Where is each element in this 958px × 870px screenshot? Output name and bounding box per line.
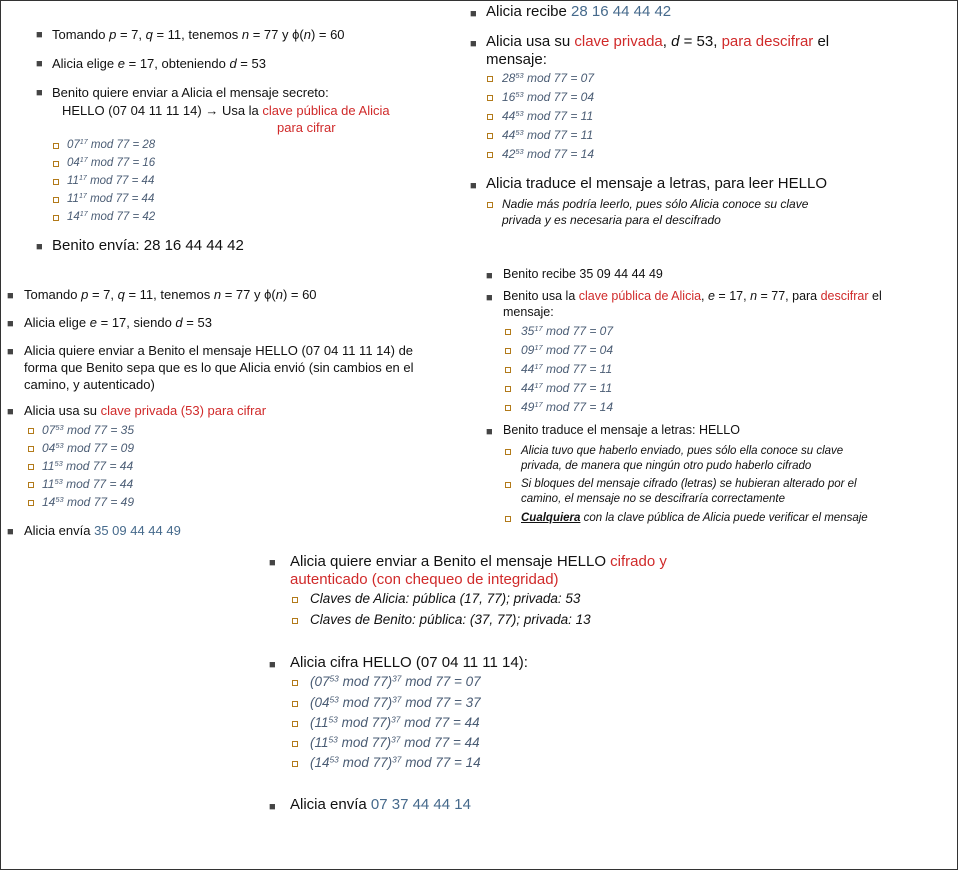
equation-row: $11^{17}$ mod 77 = 44	[67, 192, 155, 205]
square-bullet-icon	[53, 143, 59, 149]
bullet-icon: ■	[486, 270, 493, 282]
send-line: Alicia envía 07 37 44 44 14	[290, 796, 471, 813]
square-bullet-icon	[487, 114, 493, 120]
sign-line: Alicia usa su clave privada (53) para cifrar	[24, 403, 267, 418]
square-bullet-icon	[292, 701, 298, 707]
equation-row: $44^{53}$ mod 77 = 11	[502, 127, 594, 142]
panel-alicia-descifra	[470, 0, 958, 240]
equation-row: ($14^{53}$ mod 77)$^{37}$ mod 77 = 14	[310, 754, 481, 770]
intent-line: Alicia quiere enviar a Benito el mensaje HELLO cifrado y	[290, 553, 667, 570]
alicia-keys: Claves de Alicia: pública (17, 77); privada: 53	[310, 591, 581, 606]
translate-line: Alicia traduce el mensaje a letras, para leer HELLO	[486, 175, 828, 192]
panel-alicia-firma	[0, 280, 470, 545]
verify-note: Cualquiera con la clave pública de Alicia puede verificar el mensaje	[521, 512, 868, 524]
square-bullet-icon	[487, 95, 493, 101]
message-line: HELLO (07 04 11 11 14) → Usa la clave pública de Alicia	[62, 103, 390, 118]
equation-row: $11^{53}$ mod 77 = 44	[42, 458, 134, 473]
receive-line: Benito recibe 35 09 44 44 49	[503, 267, 663, 281]
bullet-icon: ■	[7, 346, 14, 358]
square-bullet-icon	[505, 348, 511, 354]
equation-row: $44^{17}$ mod 77 = 11	[521, 380, 613, 395]
intent-line-cont: autenticado (con chequeo de integridad)	[290, 571, 559, 588]
square-bullet-icon	[28, 428, 34, 434]
square-bullet-icon	[53, 215, 59, 221]
equation-row: $14^{53}$ mod 77 = 49	[42, 494, 135, 509]
bullet-icon: ■	[269, 801, 276, 813]
equation-row: $42^{53}$ mod 77 = 14	[502, 146, 595, 161]
equation-row: $07^{53}$ mod 77 = 35	[42, 422, 135, 437]
equation-row: $11^{17}$ mod 77 = 44	[67, 174, 155, 187]
square-bullet-icon	[505, 482, 511, 488]
bullet-icon: ■	[7, 290, 14, 302]
bullet-icon: ■	[7, 318, 14, 330]
equation-row: $07^{17}$ mod 77 = 28	[67, 138, 156, 151]
bullet-icon: ■	[486, 426, 493, 438]
bullet-icon: ■	[269, 659, 276, 671]
square-bullet-icon	[505, 329, 511, 335]
keys-line: Alicia elige e = 17, siendo d = 53	[24, 315, 212, 330]
equation-row: $49^{17}$ mod 77 = 14	[521, 399, 614, 414]
integrity-note-cont: camino, el mensaje no se descifraría correctamente	[521, 493, 785, 505]
equation-row: $16^{53}$ mod 77 = 04	[502, 89, 595, 104]
intent-line: Benito quiere enviar a Alicia el mensaje secreto:	[52, 85, 329, 100]
square-bullet-icon	[505, 367, 511, 373]
panel-benito-verifica	[470, 260, 958, 535]
decrypt-line-cont: mensaje:	[486, 51, 547, 68]
bullet-icon: ■	[36, 29, 43, 41]
square-bullet-icon	[292, 618, 298, 624]
square-bullet-icon	[505, 449, 511, 455]
bullet-icon: ■	[486, 292, 493, 304]
equation-row: ($11^{53}$ mod 77)$^{37}$ mod 77 = 44	[310, 734, 480, 750]
cipher-line: Alicia cifra HELLO (07 04 11 11 14):	[290, 654, 528, 671]
auth-note-cont: privada, de manera que ningún otro pudo haberlo cifrado	[521, 460, 812, 472]
square-bullet-icon	[292, 597, 298, 603]
square-bullet-icon	[28, 464, 34, 470]
bullet-icon: ■	[7, 526, 14, 538]
benito-keys: Claves de Benito: pública: (37, 77); privada: 13	[310, 612, 591, 627]
bullet-icon: ■	[36, 87, 43, 99]
intent-line: Alicia quiere enviar a Benito el mensaje HELLO (07 04 11 11 14) de	[24, 343, 414, 358]
encrypt-note: para cifrar	[277, 120, 336, 135]
square-bullet-icon	[28, 446, 34, 452]
square-bullet-icon	[292, 680, 298, 686]
privacy-note-cont: privada y es necesaria para el descifrado	[502, 213, 721, 227]
equation-row: $04^{17}$ mod 77 = 16	[67, 156, 156, 169]
equation-row: ($11^{53}$ mod 77)$^{37}$ mod 77 = 44	[310, 714, 480, 730]
params-line: Tomando p = 7, q = 11, tenemos n = 77 y ϕ(n) = 60	[52, 27, 345, 42]
equation-row: $44^{17}$ mod 77 = 11	[521, 361, 613, 376]
panel-benito-cifra	[0, 0, 470, 265]
equation-row: $11^{53}$ mod 77 = 44	[42, 476, 134, 491]
equation-row: ($07^{53}$ mod 77)$^{37}$ mod 77 = 07	[310, 673, 481, 689]
square-bullet-icon	[505, 386, 511, 392]
square-bullet-icon	[292, 721, 298, 727]
square-bullet-icon	[487, 152, 493, 158]
params-line: Tomando p = 7, q = 11, tenemos n = 77 y ϕ(n) = 60	[24, 287, 317, 302]
square-bullet-icon	[505, 516, 511, 522]
panel-cifrado-autenticado	[255, 545, 715, 825]
bullet-icon: ■	[36, 241, 43, 253]
square-bullet-icon	[292, 741, 298, 747]
square-bullet-icon	[28, 500, 34, 506]
equation-row: ($04^{53}$ mod 77)$^{37}$ mod 77 = 37	[310, 694, 481, 710]
equation-row: $14^{17}$ mod 77 = 42	[67, 210, 156, 223]
bullet-icon: ■	[36, 58, 43, 70]
equation-row: $09^{17}$ mod 77 = 04	[521, 342, 614, 357]
square-bullet-icon	[487, 202, 493, 208]
bullet-icon: ■	[470, 180, 477, 192]
bullet-icon: ■	[470, 8, 477, 20]
square-bullet-icon	[53, 197, 59, 203]
receive-line: Alicia recibe 28 16 44 44 42	[486, 3, 672, 20]
square-bullet-icon	[505, 405, 511, 411]
bullet-icon: ■	[7, 406, 14, 418]
auth-note: Alicia tuvo que haberlo enviado, pues sólo ella conoce su clave	[521, 445, 844, 457]
verify-line-cont: mensaje:	[503, 305, 554, 319]
intent-line-3: camino, y autenticado)	[24, 377, 155, 392]
intent-line-2: forma que Benito sepa que es lo que Alicia envió (sin cambios en el	[24, 360, 414, 375]
translate-line: Benito traduce el mensaje a letras: HELLO	[503, 423, 740, 437]
equation-row: $04^{53}$ mod 77 = 09	[42, 440, 135, 455]
verify-line: Benito usa la clave pública de Alicia, e = 17, n = 77, para descifrar el	[503, 289, 882, 303]
bullet-icon: ■	[470, 38, 477, 50]
square-bullet-icon	[53, 179, 59, 185]
bullet-icon: ■	[269, 557, 276, 569]
decrypt-line: Alicia usa su clave privada, d = 53, para descifrar el	[486, 33, 830, 50]
keys-line: Alicia elige e = 17, obteniendo d = 53	[52, 56, 266, 71]
send-line: Alicia envía 35 09 44 44 49	[24, 523, 181, 538]
equation-row: $28^{53}$ mod 77 = 07	[502, 70, 595, 85]
square-bullet-icon	[487, 133, 493, 139]
equation-row: $35^{17}$ mod 77 = 07	[521, 323, 614, 338]
square-bullet-icon	[487, 76, 493, 82]
privacy-note: Nadie más podría leerlo, pues sólo Alicia conoce su clave	[502, 197, 809, 211]
square-bullet-icon	[53, 161, 59, 167]
square-bullet-icon	[28, 482, 34, 488]
integrity-note: Si bloques del mensaje cifrado (letras) se hubieran alterado por el	[521, 478, 857, 490]
square-bullet-icon	[292, 761, 298, 767]
send-line: Benito envía: 28 16 44 44 42	[52, 237, 244, 254]
equation-row: $44^{53}$ mod 77 = 11	[502, 108, 594, 123]
